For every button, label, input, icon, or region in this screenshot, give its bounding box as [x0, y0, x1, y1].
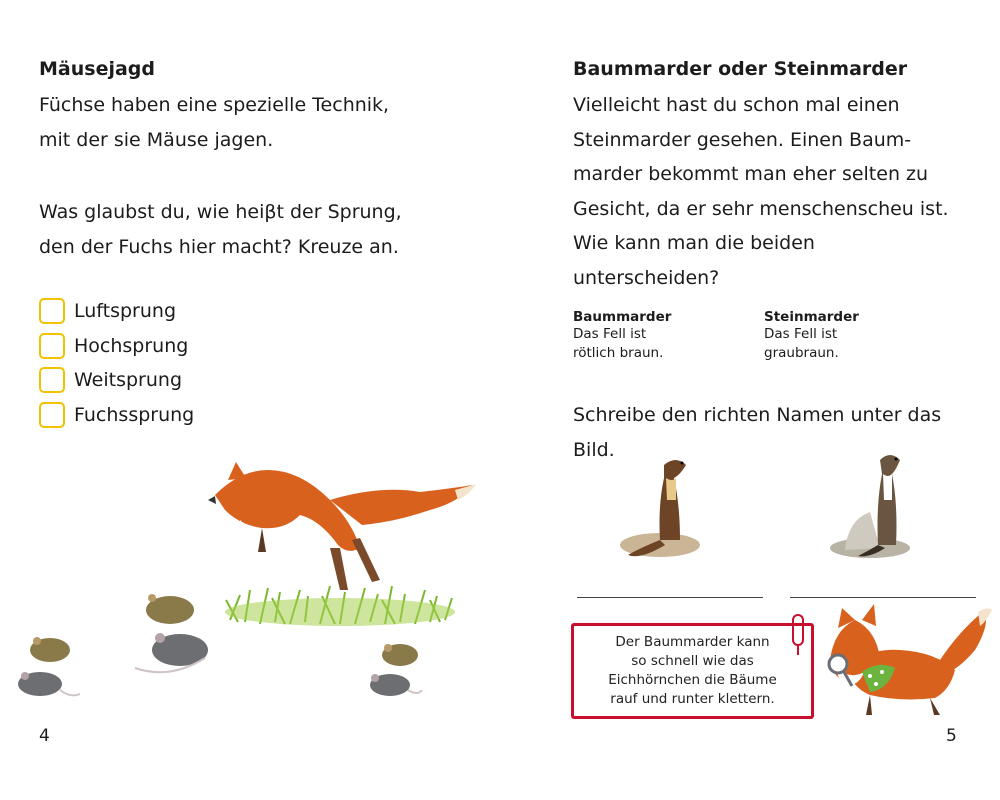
comparison-name: Baummarder [573, 309, 672, 325]
option-label: Weitsprung [74, 369, 183, 391]
comparison-name: Steinmarder [764, 309, 859, 325]
left-question: Was glaubst du, wie heiβt der Sprung, den der Fuchs hier macht? Kreuze an. [39, 201, 402, 258]
info-text: Der Baummarder kann so schnell wie das Eichhörnchen die Bäume rauf und runter klettern. [608, 634, 777, 707]
right-page-number: 5 [946, 726, 957, 746]
right-title: Baummarder oder Steinmarder [573, 58, 908, 80]
right-intro: Vielleicht hast du schon mal einen Steinmarder gesehen. Einen Baum- marder bekommt man eher selten zu Gesicht, da er sehr menschenscheu ist. Wie kann man die beiden unterscheiden? [573, 94, 949, 289]
left-title: Mäusejagd [39, 58, 155, 80]
option-label: Fuchssprung [74, 404, 195, 426]
left-page-number: 4 [39, 726, 50, 746]
comparison-text: Das Fell ist graubraun. [764, 326, 839, 361]
option-label: Hochsprung [74, 335, 189, 357]
option-label: Luftsprung [74, 300, 177, 322]
comparison-text: Das Fell ist rötlich braun. [573, 326, 664, 361]
left-intro: Füchse haben eine spezielle Technik, mit der sie Mäuse jagen. [39, 94, 390, 151]
right-task: Schreibe den richten Namen unter das Bild. [573, 404, 942, 461]
